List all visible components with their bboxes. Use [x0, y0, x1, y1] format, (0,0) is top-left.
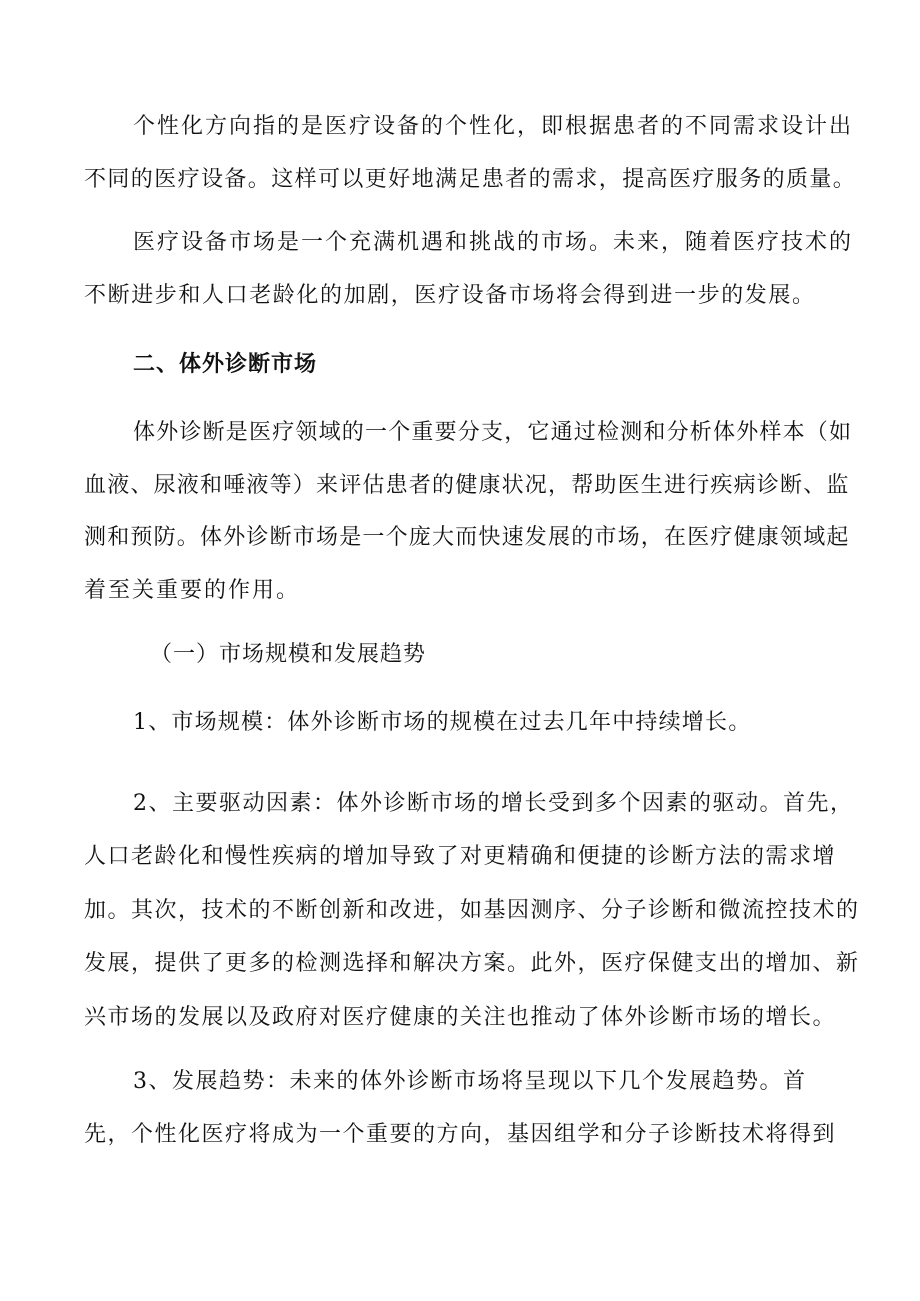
- paragraph-line: 不断进步和人口老龄化的加剧，医疗设备市场将会得到进一步的发展。: [84, 283, 816, 308]
- paragraph-line: 着至关重要的作用。: [84, 578, 301, 603]
- paragraph-line: 发展，提供了更多的检测选择和解决方案。此外，医疗保健支出的增加、新: [84, 951, 860, 976]
- paragraph-line: 个性化方向指的是医疗设备的个性化，即根据患者的不同需求设计出: [133, 114, 854, 139]
- paragraph-line: 不同的医疗设备。这样可以更好地满足患者的需求，提高医疗服务的质量。: [84, 167, 857, 192]
- paragraph-line: 加。其次，技术的不断创新和改进，如基因测序、分子诊断和微流控技术的: [84, 898, 860, 923]
- paragraph-line: 测和预防。体外诊断市场是一个庞大而快速发展的市场，在医疗健康领域起: [84, 525, 850, 550]
- paragraph-line: 先，个性化医疗将成为一个重要的方向，基因组学和分子诊断技术将得到: [84, 1122, 837, 1147]
- paragraph-line: 2、主要驱动因素：体外诊断市场的增长受到多个因素的驱动。首先，: [133, 791, 854, 816]
- paragraph-line: 1、市场规模：体外诊断市场的规模在过去几年中持续增长。: [133, 710, 752, 735]
- paragraph-line: 3、发展趋势：未来的体外诊断市场将呈现以下几个发展趋势。首: [133, 1069, 807, 1094]
- paragraph-line: 兴市场的发展以及政府对医疗健康的关注也推动了体外诊断市场的增长。: [84, 1005, 837, 1030]
- paragraph-line: 血液、尿液和唾液等）来评估患者的健康状况，帮助医生进行疾病诊断、监: [84, 473, 850, 498]
- paragraph-line: 体外诊断是医疗领域的一个重要分支，它通过检测和分析体外样本（如: [133, 420, 853, 445]
- paragraph-line: 医疗设备市场是一个充满机遇和挑战的市场。未来，随着医疗技术的: [133, 230, 854, 255]
- paragraph-line: 人口老龄化和慢性疾病的增加导致了对更精确和便捷的诊断方法的需求增: [84, 844, 837, 869]
- section-heading: 二、体外诊断市场: [133, 352, 318, 377]
- subsection-heading: （一）市场规模和发展趋势: [150, 642, 427, 667]
